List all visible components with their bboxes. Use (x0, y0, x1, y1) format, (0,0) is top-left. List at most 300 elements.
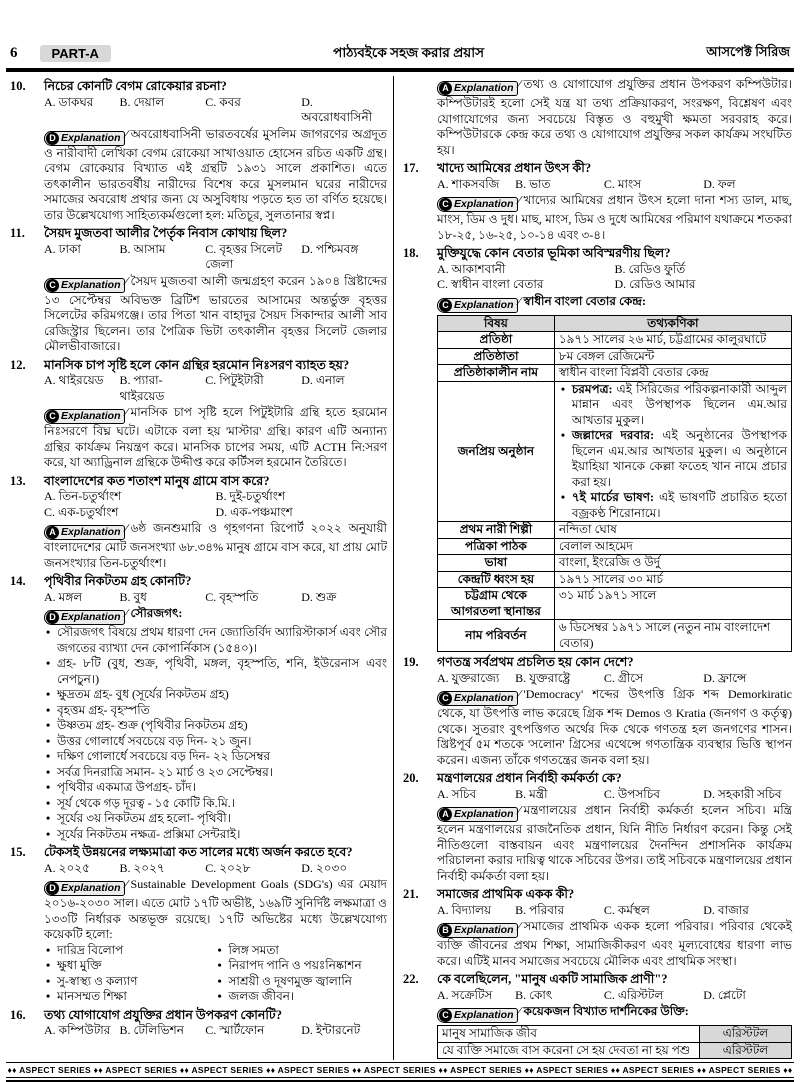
explanation-text: অবরোধবাসিনী ভারতবর্ষের মুসলিম জাগরণের অগ্রদূত ও নারীবাদী লেখিকা বেগম রোকেয়া সাখাওয়াত হোসেন রচিত একটি গ্রন্থ। বেগম রোকেয়ার বিখ্যাত এই গ্রন্থটি ১৯৩১ সালে প্রকাশিত। এতে তৎকালীন ভারতবর্ষীয় নারীদের বিশেষ করে মুসলমান ঘরের নারীদের সমাজের অবরোধ প্রথার জন্য যে অসুবিধায় পড়তে হত তা বর্ণিত হয়েছে। তার উল্লেখযোগ্য সাহিত্যকর্মগুলো হল: মতিচূর, সুলতানার স্বপ্ন। (44, 126, 387, 222)
option-letter: A. (437, 786, 452, 801)
explanation-badge (44, 409, 125, 424)
bullet-item: • বৃহত্তম গ্রহ- বৃহস্পতি (44, 703, 387, 719)
option-text: বৃহত্তর সিলেট জেলা (205, 241, 283, 271)
options-row (437, 177, 792, 193)
table-row (438, 538, 792, 555)
badge-slash-icon: ∕ (518, 687, 521, 701)
option (515, 177, 604, 193)
option (301, 861, 387, 877)
option-text: ইন্টারনেট (315, 1023, 361, 1037)
option (119, 861, 205, 877)
option-text: কর্মস্থল (617, 902, 650, 917)
bullet-item: • উত্তর গোলার্ধে সবচেয়ে বড় দিন- ২১ জুন। (44, 734, 387, 750)
table-row (438, 588, 792, 620)
option-text: ২০২৫ (58, 860, 90, 875)
option-text: পিটুইটারী (219, 373, 264, 387)
option-text: উপসচিব (617, 786, 660, 801)
table-row (438, 381, 792, 522)
question-row (8, 845, 387, 861)
option-letter: B. (515, 176, 530, 191)
option (44, 489, 216, 505)
answer-letter-icon: B (439, 924, 452, 937)
option-letter: C. (205, 241, 220, 256)
table-row (438, 620, 792, 652)
option (604, 903, 703, 919)
option-text: বৃহস্পতি (219, 589, 259, 604)
question-text: মন্ত্রণালয়ের প্রধান নির্বাহী কর্মকর্তা কে? (437, 771, 622, 785)
options-row (44, 590, 387, 606)
option (615, 277, 793, 293)
explanation-label: Explanation (454, 808, 514, 820)
left-column (8, 76, 393, 1060)
table-value-cell: ১৯৭১ সালের ৩০ মার্চ (554, 571, 791, 588)
option-letter: B. (614, 261, 629, 276)
option (604, 988, 703, 1004)
options-row (437, 262, 792, 293)
option-letter: C. (603, 670, 618, 685)
option (44, 95, 119, 126)
option (703, 177, 792, 193)
option-text: বিদ্যালয় (451, 902, 492, 917)
option-text: থাইরয়েড (58, 373, 104, 387)
option-letter: A. (44, 489, 59, 503)
explanation (437, 687, 792, 768)
bullet-item: • মানসম্মত শিক্ষা (44, 989, 216, 1005)
answer-letter-icon: C (46, 410, 59, 423)
option-letter: D. (301, 860, 316, 875)
question-text: সমাজের প্রাথমিক একক কী? (437, 887, 575, 901)
question-row (8, 79, 387, 95)
option-letter: C. (603, 786, 618, 801)
option-text: গ্রীসে (617, 670, 644, 685)
bullet-grid (44, 943, 387, 1005)
option-text: পরিবার (529, 902, 565, 917)
explanation-label: Explanation (61, 410, 121, 422)
option-text: এক-পঞ্চমাংশ (230, 504, 293, 519)
explanation-lead: সৌরজগৎ: (130, 606, 183, 620)
question-text: পৃথিবীর নিকটতম গ্রহ কোনটি? (44, 574, 192, 588)
badge-slash-icon: ∕ (518, 77, 521, 91)
option-letter: D. (301, 589, 316, 604)
question-number: 21. (403, 887, 419, 901)
bullet-item: • গ্রহ- ৮টি (বুধ, শুক্র, পৃথিবী, মঙ্গল, বৃহস্পতি, শনি, ইউরেনাস এবং নেপচুন।) (44, 656, 387, 687)
option-text: ভাত (529, 176, 551, 191)
explanation-text: Sustainable Development Goals (SDG's) এর মেয়াদ ২০১৬-২০৩০ সাল। এতে মোট ১৭টি অভীষ্ট, ১৬৯টি সুনির্দিষ্ট লক্ষমাত্রা ও ১৩৩টি নির্ধারক অন্তভূক্ত রয়েছে। ১৭টি অভিষ্টের মধ্যে উল্লেখযোগ্য কয়েকটি হলো: (44, 877, 387, 941)
option-letter: C. (205, 589, 220, 604)
option-letter: C. (44, 504, 59, 519)
option-letter: B. (215, 489, 230, 503)
option-text: কম্পিউটার (58, 1023, 111, 1037)
option-letter: C. (205, 1023, 220, 1037)
option (44, 590, 119, 606)
badge-slash-icon: ∕ (125, 405, 128, 419)
bullet-item: • সূর্য থেকে গড় দূরত্ব - ১৫ কোটি কি.মি.। (44, 796, 387, 812)
option (437, 262, 615, 278)
explanation-text: সৈয়দ মুজতবা আলী জন্মগ্রহণ করেন ১৯০৪ খ্রিষ্টাব্দের ১৩ সেপ্টেম্বর অবিভক্ত ব্রিটিশ ভারতের আসামের অন্তর্ভুক্ত বৃহত্তর সিলেটের করিমগঞ্জে। তার পিতা খান বাহাদুর সৈয়দ সিকান্দার আলী সাব রেজিস্ট্রার ছিলেন। তার পৈত্রিক ভিটা তৎকালীন বৃহত্তর সিলেট জেলার মৌলভীবাজারে। (44, 273, 387, 353)
explanation (44, 606, 387, 842)
option (119, 1023, 205, 1039)
option-text: টেলিভিশন (133, 1023, 184, 1037)
option-letter: D. (301, 1023, 316, 1037)
badge-slash-icon: ∕ (125, 606, 128, 620)
badge-slash-icon: ∕ (518, 919, 521, 933)
bullet-item: • সাশ্রয়ী ও দূষণমুক্ত জ্বালানি (216, 974, 388, 990)
option (703, 988, 792, 1004)
option-letter: C. (205, 373, 220, 387)
table-row (438, 571, 792, 588)
bullet-item: • উষ্ণতম গ্রহ- শুক্র (পৃথিবীর নিকটতম গ্রহ) (44, 718, 387, 734)
option-letter: D. (301, 94, 313, 109)
option (703, 903, 792, 919)
explanation-badge (437, 923, 518, 938)
option-text: ঢাকা (58, 241, 81, 256)
option-letter: A. (437, 670, 452, 685)
option-letter: A. (44, 589, 59, 604)
table-key-cell: জনপ্রিয় অনুষ্ঠান (438, 381, 555, 522)
explanation (437, 803, 792, 884)
question-number: 13. (10, 473, 26, 488)
explanation-label: Explanation (61, 526, 121, 538)
explanation-badge (44, 525, 125, 540)
bullet-item: • সু-স্বাস্থ্য ও কল্যাণ (44, 974, 216, 990)
question-text: মুক্তিযুদ্ধে কোন বেতার ভূমিকা অবিস্মরণীয় ছিল? (437, 246, 671, 260)
option-letter: D. (703, 987, 718, 1002)
badge-slash-icon: ∕ (125, 126, 128, 141)
explanation-badge (437, 81, 518, 96)
option (216, 489, 388, 505)
option (437, 903, 515, 919)
option-letter: C. (603, 176, 618, 191)
option (437, 988, 515, 1004)
option (437, 787, 515, 803)
option (604, 787, 703, 803)
question-number: 20. (403, 771, 419, 785)
option (703, 671, 792, 687)
option-letter: D. (215, 504, 231, 519)
page-number: 6 (10, 45, 18, 61)
option-letter: D. (301, 373, 316, 387)
table-key-cell: পত্রিকা পাঠক (438, 538, 555, 555)
option-text: শাকসবজি (451, 176, 500, 191)
part-label: PART-A (40, 45, 111, 62)
explanation (44, 274, 387, 355)
explanation (437, 294, 792, 653)
author-cell: এরিস্টটল (699, 1026, 791, 1043)
option-letter: D. (703, 786, 718, 801)
explanation-badge (437, 1008, 518, 1023)
table-value-cell: ৬ ডিসেম্বর ১৯৭১ সালে (নতুন নাম বাংলাদেশ বেতার) (554, 620, 791, 652)
explanation-label: Explanation (454, 924, 514, 936)
explanation-text: 'Democracy' শব্দের উৎপত্তি গ্রিক শব্দ Demorkiratic থেকে, যা উৎপত্তি লাভ করেছে গ্রিক শব্দ Demos ও Kratia (জনগণ ও কর্তৃত্ব) থেকে। সুতরাং বুৎপত্তিগত অর্থের দিক থেকে গণতন্ত্র হল জনগণের শাসন। খ্রিষ্টপূর্ব ৫ম শতকে 'সলোন' গ্রিসের এথেন্সে গণতান্ত্রিক ব্যবস্থার ভিত্তি স্থাপন করেন। এজন্য তাঁকে গণতন্ত্রের জনক বলা হয়। (437, 687, 792, 767)
question-row (8, 1008, 387, 1024)
table-value-cell: বাংলা, ইংরেজি ও উর্দু (554, 555, 791, 572)
question-text: সৈয়দ মুজতবা আলীর পৈর্তৃক নিবাস কোথায় ছিল? (44, 226, 288, 240)
table-row (438, 348, 792, 365)
option-text: মন্ত্রী (529, 786, 548, 801)
author-cell: এরিস্টটল (699, 1042, 791, 1059)
option-text: ডাকঘর (58, 94, 94, 109)
bullet-item: • ক্ষুদ্রতম গ্রহ- বুধ (সূর্যের নিকটতম গ্রহ) (44, 687, 387, 703)
explanation-badge (437, 807, 518, 822)
option-text: রেডিও ফুর্তি (628, 261, 686, 276)
options-row (44, 95, 387, 126)
option (301, 1023, 387, 1039)
option-letter: C. (603, 902, 618, 917)
explanation-badge (44, 278, 125, 293)
option-letter: C. (205, 860, 220, 875)
question-row (401, 655, 792, 671)
footer-series-strip: ♦♦ ASPECT SERIES ♦♦ ASPECT SERIES ♦♦ ASPECT SERIES ♦♦ ASPECT SERIES ♦♦ ASPECT SERIES ♦♦ ASPECT SERIES ♦♦ ASPECT SERIES ♦♦ ASPECT SERIES ♦♦ ASPECT SERIES ♦♦ (6, 1062, 794, 1078)
table-row (438, 1042, 792, 1059)
option-text: প্যারা-থাইরয়েড (119, 373, 165, 403)
question-number: 17. (403, 161, 419, 175)
option (119, 95, 205, 126)
option-text: পশ্চিমবঙ্গ (315, 241, 359, 256)
option-letter: A. (44, 860, 59, 875)
bullet-item: • সূর্যের নিকটতম নক্ষত্র- প্রক্সিমা সেন্টরাই। (44, 827, 387, 843)
option-letter: C. (205, 94, 220, 109)
explanation (44, 521, 387, 571)
option-text: এক-চতুর্থাংশ (58, 504, 119, 519)
answer-letter-icon: C (46, 279, 59, 292)
option (301, 95, 387, 126)
option-letter: A. (437, 987, 452, 1002)
badge-slash-icon: ∕ (518, 803, 521, 817)
table-value-cell: ১৯৭১ সালের ২৬ মার্চ, চট্টগ্রামের কালুরঘাটে (554, 332, 791, 349)
option-text: দুই-চতুর্থাংশ (229, 489, 286, 503)
question-row (8, 574, 387, 590)
explanation (437, 1004, 792, 1059)
option (515, 903, 604, 919)
question-text: বাংলাদেশের কত শতাংশ মানুষ গ্রামে বাস করে? (44, 473, 270, 488)
options-row (44, 373, 387, 404)
option-letter: B. (515, 670, 530, 685)
option-text: দেয়াল (133, 94, 165, 109)
table-header-row (438, 315, 792, 332)
option-text: বুধ (133, 589, 147, 604)
question-text: নিচের কোনটি বেগম রোকেয়ার রচনা? (44, 79, 227, 93)
explanation-text: খাদ্যের আমিষের প্রধান উৎস হলো দানা শস্য ডাল, মাছ, মাংস, ডিম ও দুধ। মাছ, মাংস, ডিম ও দুধে আমিষের পরিমাণ যথাক্রমে শতকরা ১৮-২৫, ১৬-২৫, ১০-১৪ এবং ৩-৪। (437, 193, 792, 242)
bullet-item: • জল্লাদের দরবার: এই অনুষ্ঠানের উপস্থাপক ছিলেন এম.আর আখতার মুকুল। এ অনুষ্ঠানে ইয়াহিয়া খানকে কেল্লা ফতেহ খান নামে প্রচার করা হয়। (559, 428, 787, 490)
quote-cell: যে ব্যক্তি সমাজে বাস করেনা সে হয় দেবতা না হয় পশু (438, 1042, 700, 1059)
explanation-label: Explanation (61, 131, 121, 144)
explanation-label: Explanation (61, 882, 121, 894)
question-row (8, 226, 387, 242)
option-letter: C. (603, 987, 618, 1002)
option-letter: B. (515, 987, 530, 1002)
option (44, 505, 216, 521)
badge-slash-icon: ∕ (125, 521, 128, 535)
question-number: 11. (10, 226, 25, 240)
option (119, 242, 205, 273)
table-key-cell: প্রথম নারী শিল্পী (438, 522, 555, 539)
answer-letter-icon: C (439, 1009, 452, 1022)
table-key-cell: ভাষা (438, 555, 555, 572)
question-number: 18. (403, 246, 419, 260)
table-value-cell: স্বাধীন বাংলা বিপ্লবী বেতার কেন্দ্র (554, 365, 791, 382)
option-text: এনাল (315, 373, 345, 387)
answer-letter-icon: A (46, 526, 59, 539)
option (205, 95, 301, 126)
option-letter: B. (119, 589, 134, 604)
option (205, 1023, 301, 1039)
table-value-cell (554, 381, 791, 522)
option-letter: A. (437, 176, 452, 191)
bullet-item: • দক্ষিণ গোলার্ধে সবচেয়ে বড় দিন- ২২ ডিসেম্বর (44, 749, 387, 765)
options-row (44, 1023, 387, 1039)
page-footer (6, 1062, 794, 1082)
question-number: 15. (10, 845, 26, 859)
option-text: মঙ্গল (58, 589, 83, 604)
option-letter: B. (119, 94, 134, 109)
bullet-item: • পৃথিবীর একমাত্র উপগ্রহ- চাঁদ। (44, 780, 387, 796)
explanation (437, 919, 792, 969)
option-letter: A. (44, 94, 59, 109)
badge-slash-icon: ∕ (518, 293, 521, 308)
option (437, 671, 515, 687)
explanation-badge (437, 691, 518, 706)
option (703, 787, 792, 803)
option-letter: B. (515, 786, 530, 801)
option (44, 242, 119, 273)
option (515, 988, 604, 1004)
explanation-badge (437, 197, 518, 212)
explanation-badge (44, 610, 125, 625)
option (515, 671, 604, 687)
bullet-item: • সৌরজগৎ বিষয়ে প্রথম ধারণা দেন জ্যোতির্বিদ অ্যারিস্টাকার্স এবং সৌর জগতের ব্যাখ্যা দেন কোপার্নিকাস (১৫৪০)। (44, 625, 387, 656)
option-letter: D. (301, 241, 316, 256)
option-letter: B. (119, 1023, 134, 1037)
bullet-bold-prefix: জল্লাদের দরবার: (571, 428, 655, 442)
bullet-item: • চরমপত্র: এই সিরিজের পরিকল্পনাকারী আব্দুল মান্নান এবং উপস্থাপক ছিলেন এম.আর আখতার মুকুল। (559, 382, 787, 429)
option-letter: B. (119, 860, 134, 875)
option-text: যুক্তরাষ্ট্রে (529, 670, 571, 685)
options-row (44, 861, 387, 877)
question-text: টেকসই উন্নয়নের লক্ষ্যমাত্রা কত সালের মধ্যে অর্জন করতে হবে? (44, 845, 353, 859)
question-number: 19. (403, 655, 419, 669)
table-row (438, 1026, 792, 1043)
explanation-label: Explanation (61, 611, 121, 623)
explanation (437, 77, 792, 158)
question-row (401, 887, 792, 903)
badge-slash-icon: ∕ (125, 273, 128, 288)
explanation-label: Explanation (454, 82, 514, 94)
options-row (437, 671, 792, 687)
bullet-item: • নিরাপদ পানি ও পয়ঃনিষ্কাশন (216, 958, 388, 974)
option-letter: D. (703, 670, 718, 685)
table-header-cell: তথ্যকণিকা (554, 315, 791, 332)
option (216, 505, 388, 521)
option (301, 373, 387, 404)
option (119, 373, 205, 404)
explanation-badge (437, 298, 518, 313)
explanation-text: তথ্য ও যোগাযোগ প্রযুক্তির প্রধান উপকরণ কম্পিউটার। কম্পিউটারই হলো সেই যন্ত্র যা তথ্য প্রক্রিয়াকরণ, সংরক্ষণ, বিশ্লেষণ এবং যোগাযোগের জন্য সবচেয়ে বিস্তৃত ও বহুমুখী ক্ষমতা সরবরাহ করে। কম্পিউটারকে কেন্দ্র করে তথ্য ও যোগাযোগ প্রযুক্তির সকল কার্যক্রম সংঘটিত হয়। (437, 77, 792, 157)
option-text: তিন-চতুর্থাংশ (58, 489, 122, 503)
table-value-cell: নন্দিতা ঘোষ (554, 522, 791, 539)
question-text: মানসিক চাপ সৃষ্টি হলে কোন গ্রন্থির হরমোন নিঃসরণ ব্যাহত হয়? (44, 357, 350, 372)
explanation-label: Explanation (454, 1009, 514, 1021)
question-text: কে বলেছিলেন, "মানুষ একটি সামাজিক প্রাণী"? (437, 972, 668, 986)
header-center-title: পাঠ্যবইকে সহজ করার প্রয়াস (333, 45, 485, 60)
answer-letter-icon: C (439, 692, 452, 705)
option (205, 861, 301, 877)
explanation-label: Explanation (454, 298, 514, 311)
answer-letter-icon: D (46, 611, 59, 624)
option-text: সহকারী সচিব (717, 786, 782, 801)
explanation (437, 193, 792, 243)
bullet-item: • ৭ই মার্চের ভাষণ: এই ভাষণটি প্রচারিত হতো বজ্রকণ্ঠ শিরোনামে। (559, 490, 787, 521)
option-text: কবর (219, 94, 241, 109)
option-letter: A. (437, 261, 452, 276)
table-header-cell: বিষয় (438, 315, 555, 332)
explanation-text: সমাজের প্রাথমিক একক হলো পরিবার। পরিবার থেকেই ব্যক্তি জীবনের প্রথম শিক্ষা, সামাজিকীকরণ এবং মূল্যবোধের ধারণা লাভ করে। এটিই মানব সমাজের সবচেয়ে মৌলিক এবং প্রাথমিক সংস্থা। (437, 919, 792, 968)
option-letter: D. (614, 277, 630, 291)
footer-rule (6, 1078, 794, 1082)
answer-letter-icon: C (439, 299, 452, 312)
explanation-text: মানসিক চাপ সৃষ্টি হলে পিটুইটারি গ্রন্থি হতে হরমোন নিঃসরণে বিঘ্ন ঘটে। এটাকে বলা হয় 'মাস্টার' গ্রন্থি। কারণ এটি অন্যান্য গ্রন্থির কার্যক্রম নিয়ন্ত্রণ করে। মানসিক চাপের সময়, এটি ACTH নি:সরণ করে, যা অ্যাড্রিনাল গ্রন্থিকে উদ্দীপ্ত করে কর্টিসল হরমোন তৈরিতে। (44, 405, 387, 469)
explanation-badge (44, 131, 125, 146)
table-row (438, 332, 792, 349)
badge-slash-icon: ∕ (518, 1004, 521, 1018)
option (515, 787, 604, 803)
option (205, 590, 301, 606)
table-key-cell: চট্টগ্রাম থেকে আগরতলা স্থানান্তর (438, 588, 555, 620)
bullet-item: • সূর্যের ৩য় নিকটতম গ্রহ হলো- পৃথিবী। (44, 811, 387, 827)
answer-letter-icon: D (46, 882, 59, 895)
option-text: আসাম (133, 241, 166, 256)
option-text: এরিস্টটল (617, 987, 664, 1002)
answer-letter-icon: D (46, 132, 59, 145)
content-area (0, 72, 800, 1060)
explanation-label: Explanation (454, 692, 514, 704)
explanation-text: মন্ত্রণালয়ের প্রধান নির্বাহী কর্মকর্তা হলেন সচিব। মন্ত্রি হলেন মন্ত্রণালয়ের রাজনৈতিক প্রধান, যিনি নীতি নির্ধারণ করেন। কিন্তু সেই নীতিগুলো বাস্তবায়ন এবং মন্ত্রণালয়ের দৈনন্দিন প্রশাসনিক কার্যক্রম পরিচালনা করার দায়িত্ব থাকে সচিবের উপর। তাই সচিবকে মন্ত্রণালয়ের প্রধান নির্বাহী কর্মকর্তা বলা হয়। (437, 803, 792, 883)
right-column (394, 76, 792, 1060)
option (119, 590, 205, 606)
option-text: স্মার্টফোন (219, 1023, 265, 1037)
option-text: ফ্রান্সে (717, 670, 747, 685)
bullet-bold-prefix: চরমপত্র: (571, 381, 613, 396)
question-text: খাদ্যে আমিষের প্রধান উৎস কী? (437, 161, 592, 175)
option (437, 177, 515, 193)
option-text: স্বাধীন বাংলা বেতার (451, 277, 544, 291)
explanation-lead: কয়েকজন বিখ্যাত দার্শনিকের উক্তি: (523, 1004, 689, 1018)
option-text: ২০২৭ (133, 860, 165, 875)
option (301, 590, 387, 606)
question-text: গণতন্ত্র সর্বপ্রথম প্রচলিত হয় কোন দেশে? (437, 655, 634, 669)
option-text: সচিব (451, 786, 477, 801)
page-header (10, 42, 790, 65)
option-letter: B. (515, 902, 530, 917)
question-row (8, 474, 387, 490)
answer-letter-icon: A (439, 82, 452, 95)
question-number: 22. (403, 972, 419, 986)
table-value-cell: ৩১ মার্চ ১৯৭১ সালে (554, 588, 791, 620)
options-row (437, 903, 792, 919)
option-text: শুক্র (315, 589, 337, 604)
table-key-cell: নাম পরিবর্তন (438, 620, 555, 652)
bullet-bold-prefix: ৭ই মার্চের ভাষণ: (571, 490, 655, 504)
badge-slash-icon: ∕ (125, 877, 128, 891)
table-key-cell: প্রতিষ্ঠাকালীন নাম (438, 365, 555, 382)
table-key-cell: প্রতিষ্ঠাতা (438, 348, 555, 365)
explanation-label: Explanation (61, 278, 121, 291)
explanation (44, 127, 387, 224)
explanation (44, 405, 387, 471)
option-text: অবরোধবাসিনী (301, 110, 373, 124)
explanation-lead: স্বাধীন বাংলা বেতার কেন্দ্র: (523, 293, 646, 308)
bullet-item: • ক্ষুধা মুক্তি (44, 958, 216, 974)
bullet-item: • লিঙ্গ সমতা (216, 943, 388, 959)
